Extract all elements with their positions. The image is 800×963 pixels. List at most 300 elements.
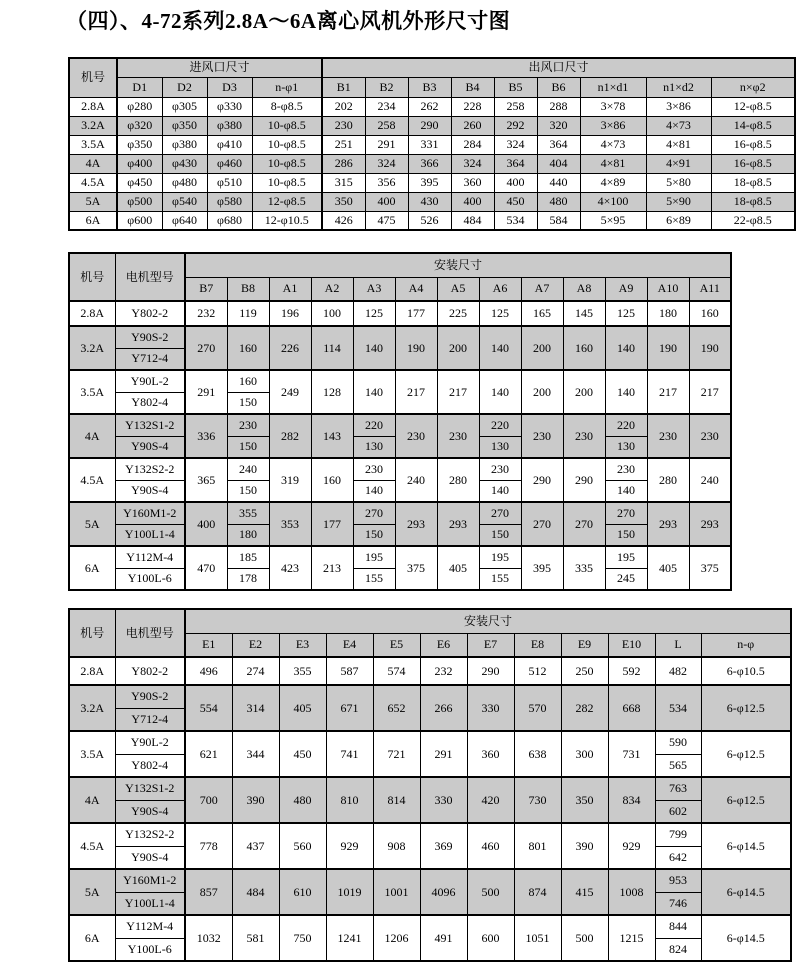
model-cell: 4.5A — [69, 173, 117, 192]
value-cell: φ460 — [207, 154, 252, 173]
value-cell-bottom: 824 — [655, 938, 701, 961]
value-cell: 324 — [365, 154, 408, 173]
value-cell: φ580 — [207, 192, 252, 211]
value-cell: 3×86 — [646, 97, 711, 116]
value-cell: φ400 — [117, 154, 162, 173]
table-row — [69, 869, 791, 892]
value-cell: 480 — [279, 777, 326, 823]
value-cell: 778 — [185, 823, 232, 869]
value-cell: 140 — [479, 326, 521, 370]
outlet-group-header: 出风口尺寸 — [322, 58, 795, 77]
value-cell: 213 — [311, 546, 353, 590]
value-cell: 230 — [322, 116, 365, 135]
value-cell: 12-φ10.5 — [252, 211, 322, 230]
value-cell: 400 — [494, 173, 537, 192]
value-cell: 700 — [185, 777, 232, 823]
value-cell: 300 — [561, 731, 608, 777]
value-cell: 240 — [689, 458, 731, 502]
value-cell: 290 — [467, 657, 514, 685]
model-cell: 2.8A — [69, 97, 117, 116]
value-cell: 500 — [467, 869, 514, 915]
value-cell-top: 953 — [655, 869, 701, 892]
model-cell: 4A — [69, 777, 115, 823]
value-cell: 364 — [537, 135, 580, 154]
value-cell: 592 — [608, 657, 655, 685]
value-cell-bottom: 245 — [605, 568, 647, 590]
value-cell: 177 — [311, 502, 353, 546]
value-cell: 330 — [420, 777, 467, 823]
value-cell-top: 270 — [353, 502, 395, 524]
model-cell: 4A — [69, 154, 117, 173]
value-cell: 1051 — [514, 915, 561, 961]
value-cell: 405 — [279, 685, 326, 731]
value-cell: 405 — [647, 546, 689, 590]
install-dim-group-header: 安装尺寸 — [185, 253, 731, 277]
value-cell: 554 — [185, 685, 232, 731]
mounting-dimension-table-a — [68, 252, 732, 591]
table-row — [69, 154, 795, 173]
value-cell: 217 — [437, 370, 479, 414]
column-header: E9 — [561, 633, 608, 657]
value-cell: 420 — [467, 777, 514, 823]
value-cell: 369 — [420, 823, 467, 869]
value-cell: 1206 — [373, 915, 420, 961]
value-cell: 200 — [437, 326, 479, 370]
column-header: E3 — [279, 633, 326, 657]
value-cell: 125 — [479, 301, 521, 326]
value-cell: 293 — [437, 502, 479, 546]
value-cell: 1001 — [373, 869, 420, 915]
value-cell: 353 — [269, 502, 311, 546]
table-row — [69, 211, 795, 230]
value-cell: 4096 — [420, 869, 467, 915]
value-cell: 1215 — [608, 915, 655, 961]
column-header: A4 — [395, 277, 437, 301]
value-cell: 375 — [395, 546, 437, 590]
model-cell: 5A — [69, 192, 117, 211]
value-cell: 570 — [514, 685, 561, 731]
value-cell-bottom: 155 — [479, 568, 521, 590]
value-cell-top: 220 — [605, 414, 647, 436]
motor-cell: Y100L-6 — [115, 938, 185, 961]
value-cell: 512 — [514, 657, 561, 685]
value-cell: 834 — [608, 777, 655, 823]
value-cell: 581 — [232, 915, 279, 961]
column-header: B8 — [227, 277, 269, 301]
value-cell: φ350 — [117, 135, 162, 154]
value-cell: 5×95 — [580, 211, 646, 230]
motor-cell: Y802-2 — [115, 657, 185, 685]
value-cell: 22-φ8.5 — [711, 211, 795, 230]
value-cell: 534 — [494, 211, 537, 230]
value-cell: 6-φ14.5 — [701, 823, 791, 869]
value-cell: 160 — [563, 326, 605, 370]
model-cell: 5A — [69, 502, 115, 546]
value-cell: φ380 — [162, 135, 207, 154]
value-cell: 364 — [494, 154, 537, 173]
value-cell: φ480 — [162, 173, 207, 192]
value-cell: 496 — [185, 657, 232, 685]
value-cell: 282 — [561, 685, 608, 731]
value-cell: 12-φ8.5 — [711, 97, 795, 116]
value-cell: 857 — [185, 869, 232, 915]
value-cell-top: 270 — [479, 502, 521, 524]
value-cell: 584 — [537, 211, 580, 230]
motor-cell: Y132S1-2 — [115, 414, 185, 436]
value-cell: φ410 — [207, 135, 252, 154]
value-cell-top: 195 — [605, 546, 647, 568]
value-cell-top: 799 — [655, 823, 701, 846]
value-cell: 232 — [420, 657, 467, 685]
value-cell: 200 — [521, 326, 563, 370]
value-cell: 350 — [561, 777, 608, 823]
value-cell: 16-φ8.5 — [711, 135, 795, 154]
value-cell: 4×73 — [580, 135, 646, 154]
value-cell: 1241 — [326, 915, 373, 961]
motor-cell: Y802-2 — [115, 301, 185, 326]
value-cell-top: 195 — [353, 546, 395, 568]
value-cell: 4×100 — [580, 192, 646, 211]
motor-cell: Y132S2-2 — [115, 823, 185, 846]
value-cell: 560 — [279, 823, 326, 869]
value-cell: 731 — [608, 731, 655, 777]
value-cell-top: 185 — [227, 546, 269, 568]
value-cell: φ350 — [162, 116, 207, 135]
value-cell: 291 — [365, 135, 408, 154]
value-cell-bottom: 746 — [655, 892, 701, 915]
model-cell: 4A — [69, 414, 115, 458]
value-cell: 18-φ8.5 — [711, 173, 795, 192]
value-cell: 284 — [451, 135, 494, 154]
column-header: B6 — [537, 77, 580, 97]
model-cell: 6A — [69, 915, 115, 961]
table-row — [69, 731, 791, 754]
value-cell: 360 — [451, 173, 494, 192]
value-cell: 430 — [408, 192, 451, 211]
motor-cell: Y712-4 — [115, 348, 185, 370]
model-cell: 4.5A — [69, 823, 115, 869]
table-row — [69, 58, 795, 77]
value-cell: 190 — [689, 326, 731, 370]
value-cell: 177 — [395, 301, 437, 326]
value-cell: 125 — [353, 301, 395, 326]
value-cell: 324 — [494, 135, 537, 154]
value-cell-bottom: 178 — [227, 568, 269, 590]
column-header: B3 — [408, 77, 451, 97]
value-cell: 119 — [227, 301, 269, 326]
value-cell: 929 — [608, 823, 655, 869]
value-cell: 140 — [479, 370, 521, 414]
value-cell: 440 — [537, 173, 580, 192]
inlet-group-header: 进风口尺寸 — [117, 58, 322, 77]
value-cell-top: 270 — [605, 502, 647, 524]
model-cell: 3.5A — [69, 135, 117, 154]
value-cell: 360 — [467, 731, 514, 777]
motor-cell: Y100L1-4 — [115, 524, 185, 546]
machine-no-header: 机号 — [69, 253, 115, 301]
value-cell: 874 — [514, 869, 561, 915]
value-cell: 390 — [561, 823, 608, 869]
value-cell-bottom: 150 — [227, 480, 269, 502]
value-cell-top: 844 — [655, 915, 701, 938]
value-cell: φ510 — [207, 173, 252, 192]
value-cell: 638 — [514, 731, 561, 777]
value-cell: 140 — [353, 370, 395, 414]
value-cell: 500 — [561, 915, 608, 961]
value-cell: 6×89 — [646, 211, 711, 230]
value-cell-bottom: 130 — [479, 436, 521, 458]
motor-cell: Y90S-4 — [115, 480, 185, 502]
value-cell: 140 — [605, 326, 647, 370]
value-cell-top: 230 — [479, 458, 521, 480]
value-cell: 491 — [420, 915, 467, 961]
table-row — [69, 915, 791, 938]
value-cell: 671 — [326, 685, 373, 731]
motor-cell: Y132S2-2 — [115, 458, 185, 480]
value-cell: 335 — [563, 546, 605, 590]
value-cell: φ680 — [207, 211, 252, 230]
value-cell: 534 — [655, 685, 701, 731]
value-cell: 258 — [365, 116, 408, 135]
column-header: n1×d2 — [646, 77, 711, 97]
value-cell: 426 — [322, 211, 365, 230]
value-cell: 230 — [521, 414, 563, 458]
motor-cell: Y90S-2 — [115, 326, 185, 348]
inlet-outlet-dimension-table — [68, 57, 796, 231]
value-cell-bottom: 150 — [353, 524, 395, 546]
column-header: A6 — [479, 277, 521, 301]
value-cell: 587 — [326, 657, 373, 685]
value-cell: φ320 — [117, 116, 162, 135]
value-cell: 4×81 — [580, 154, 646, 173]
table-row — [69, 546, 731, 568]
column-header: A5 — [437, 277, 479, 301]
value-cell: 5×90 — [646, 192, 711, 211]
value-cell: 395 — [408, 173, 451, 192]
value-cell: 331 — [408, 135, 451, 154]
value-cell: 160 — [311, 458, 353, 502]
value-cell: 292 — [494, 116, 537, 135]
value-cell-top: 240 — [227, 458, 269, 480]
value-cell: 260 — [451, 116, 494, 135]
value-cell: 230 — [395, 414, 437, 458]
column-header: B1 — [322, 77, 365, 97]
value-cell: 165 — [521, 301, 563, 326]
column-header: A10 — [647, 277, 689, 301]
value-cell: 810 — [326, 777, 373, 823]
install-dim-group-header: 安装尺寸 — [185, 609, 791, 633]
value-cell: 230 — [647, 414, 689, 458]
table-row — [69, 135, 795, 154]
model-cell: 3.5A — [69, 731, 115, 777]
value-cell: 405 — [437, 546, 479, 590]
value-cell: 10-φ8.5 — [252, 154, 322, 173]
value-cell: φ280 — [117, 97, 162, 116]
column-header: D2 — [162, 77, 207, 97]
value-cell: 400 — [451, 192, 494, 211]
column-header: D1 — [117, 77, 162, 97]
value-cell: 400 — [185, 502, 227, 546]
value-cell: 143 — [311, 414, 353, 458]
value-cell-top: 220 — [353, 414, 395, 436]
value-cell: 270 — [185, 326, 227, 370]
motor-cell: Y90S-4 — [115, 436, 185, 458]
value-cell: 336 — [185, 414, 227, 458]
value-cell: 290 — [563, 458, 605, 502]
value-cell-top: 220 — [479, 414, 521, 436]
value-cell: 574 — [373, 657, 420, 685]
value-cell: φ380 — [207, 116, 252, 135]
column-header: A8 — [563, 277, 605, 301]
column-header: A1 — [269, 277, 311, 301]
column-header: E8 — [514, 633, 561, 657]
value-cell: φ540 — [162, 192, 207, 211]
value-cell: 18-φ8.5 — [711, 192, 795, 211]
value-cell: 293 — [395, 502, 437, 546]
value-cell: φ600 — [117, 211, 162, 230]
motor-cell: Y712-4 — [115, 708, 185, 731]
value-cell: 200 — [563, 370, 605, 414]
value-cell: 225 — [437, 301, 479, 326]
table-row — [69, 414, 731, 436]
value-cell: 230 — [563, 414, 605, 458]
value-cell-bottom: 130 — [353, 436, 395, 458]
table-row — [69, 326, 731, 348]
value-cell: 4×89 — [580, 173, 646, 192]
motor-cell: Y90S-4 — [115, 800, 185, 823]
value-cell: 3×86 — [580, 116, 646, 135]
value-cell: 140 — [605, 370, 647, 414]
value-cell: 145 — [563, 301, 605, 326]
value-cell: 400 — [365, 192, 408, 211]
model-cell: 5A — [69, 869, 115, 915]
value-cell-bottom: 180 — [227, 524, 269, 546]
value-cell: 291 — [185, 370, 227, 414]
column-header: A2 — [311, 277, 353, 301]
value-cell: 251 — [322, 135, 365, 154]
value-cell: 232 — [185, 301, 227, 326]
value-cell: 200 — [521, 370, 563, 414]
page-title: （四）、4-72系列2.8A～6A离心风机外形尺寸图 — [66, 9, 511, 33]
value-cell-top: 230 — [605, 458, 647, 480]
value-cell: 270 — [563, 502, 605, 546]
column-header: B7 — [185, 277, 227, 301]
value-cell: 344 — [232, 731, 279, 777]
column-header: A9 — [605, 277, 647, 301]
motor-cell: Y132S1-2 — [115, 777, 185, 800]
value-cell: 160 — [689, 301, 731, 326]
table-row — [69, 116, 795, 135]
mounting-dimension-table-e — [68, 608, 792, 962]
column-header: E1 — [185, 633, 232, 657]
column-header: n×φ2 — [711, 77, 795, 97]
value-cell: 375 — [689, 546, 731, 590]
table-row — [69, 777, 791, 800]
value-cell: 280 — [647, 458, 689, 502]
column-header: E4 — [326, 633, 373, 657]
table-row — [69, 192, 795, 211]
value-cell-bottom: 150 — [227, 392, 269, 414]
motor-cell: Y90L-2 — [115, 370, 185, 392]
value-cell: 355 — [279, 657, 326, 685]
value-cell: 290 — [521, 458, 563, 502]
value-cell: 249 — [269, 370, 311, 414]
value-cell: 365 — [185, 458, 227, 502]
value-cell: 293 — [689, 502, 731, 546]
model-cell: 4.5A — [69, 458, 115, 502]
column-header: E5 — [373, 633, 420, 657]
value-cell: 228 — [451, 97, 494, 116]
machine-no-header: 机号 — [69, 58, 117, 97]
model-cell: 3.5A — [69, 370, 115, 414]
column-header: E2 — [232, 633, 279, 657]
value-cell: 460 — [467, 823, 514, 869]
table-row — [69, 458, 731, 480]
model-cell: 3.2A — [69, 685, 115, 731]
value-cell: 600 — [467, 915, 514, 961]
value-cell: 320 — [537, 116, 580, 135]
value-cell-bottom: 130 — [605, 436, 647, 458]
column-header: E10 — [608, 633, 655, 657]
model-cell: 6A — [69, 211, 117, 230]
value-cell: 266 — [420, 685, 467, 731]
value-cell: 140 — [353, 326, 395, 370]
value-cell: 319 — [269, 458, 311, 502]
value-cell: 100 — [311, 301, 353, 326]
value-cell: 3×78 — [580, 97, 646, 116]
motor-cell: Y160M1-2 — [115, 502, 185, 524]
column-header: n-φ — [701, 633, 791, 657]
value-cell: 526 — [408, 211, 451, 230]
value-cell: 6-φ14.5 — [701, 869, 791, 915]
value-cell: 180 — [647, 301, 689, 326]
motor-cell: Y100L1-4 — [115, 892, 185, 915]
motor-cell: Y112M-4 — [115, 915, 185, 938]
value-cell: 4×91 — [646, 154, 711, 173]
value-cell: 470 — [185, 546, 227, 590]
value-cell-bottom: 150 — [605, 524, 647, 546]
value-cell: 280 — [437, 458, 479, 502]
column-header: n-φ1 — [252, 77, 322, 97]
value-cell: 6-φ12.5 — [701, 777, 791, 823]
value-cell: 230 — [689, 414, 731, 458]
value-cell: 262 — [408, 97, 451, 116]
column-header: B4 — [451, 77, 494, 97]
value-cell: 270 — [521, 502, 563, 546]
value-cell: 390 — [232, 777, 279, 823]
value-cell-bottom: 140 — [479, 480, 521, 502]
motor-cell: Y90L-2 — [115, 731, 185, 754]
value-cell: 274 — [232, 657, 279, 685]
column-header: B2 — [365, 77, 408, 97]
motor-cell: Y100L-6 — [115, 568, 185, 590]
value-cell: 395 — [521, 546, 563, 590]
value-cell: 128 — [311, 370, 353, 414]
value-cell: 6-φ10.5 — [701, 657, 791, 685]
table-row — [69, 609, 791, 633]
table-row — [69, 173, 795, 192]
value-cell: 475 — [365, 211, 408, 230]
column-header: A7 — [521, 277, 563, 301]
value-cell: 315 — [322, 173, 365, 192]
table-row — [69, 77, 795, 97]
value-cell: 4×81 — [646, 135, 711, 154]
value-cell: 415 — [561, 869, 608, 915]
value-cell: 730 — [514, 777, 561, 823]
value-cell: 12-φ8.5 — [252, 192, 322, 211]
table-row — [69, 370, 731, 392]
column-header: n1×d1 — [580, 77, 646, 97]
